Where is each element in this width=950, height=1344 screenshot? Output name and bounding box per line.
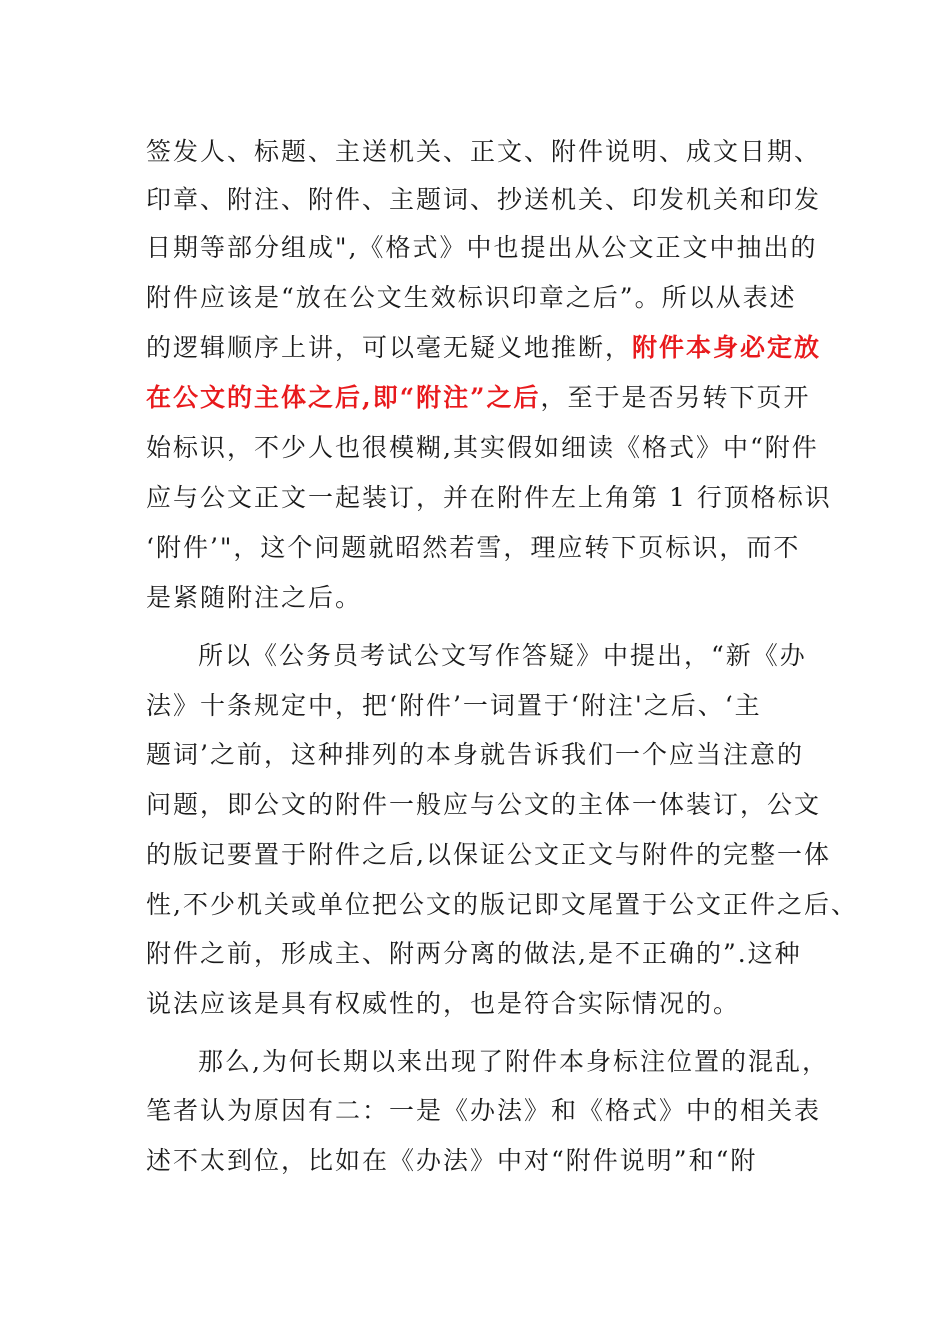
text-line [146,332,821,364]
text-line: 笔者认为原因有二：一是《办法》和《格式》中的相关表 [146,1096,822,1125]
text-line: 日期等部分组成",《格式》中也提出从公文正文中抽出的 [146,233,818,262]
text-run: ，至于是否另转下页开 [540,383,811,412]
text-line: 应与公文正文一起装订，并在附件左上角第 1 行顶格标识 [146,483,832,512]
highlighted-text: 在公文的主体之后,即“附注”之后 [146,383,541,412]
text-line: 性,不少机关或单位把公文的版记即文尾置于公文正件之后、 [146,890,858,919]
paragraph-first-line: 所以《公务员考试公文写作答疑》中提出，“新《办 [198,641,807,670]
text-run: 的逻辑顺序上讲，可以毫无疑义地推断， [146,333,633,362]
text-line: 问题，即公文的附件一般应与公文的主体一体装订，公文 [146,790,822,819]
text-line: 法》十条规定中，把‘附件’一词置于‘附注'之后、‘主 [146,691,762,720]
text-line: 是紧随附注之后。 [146,583,363,612]
text-line: 述不太到位，比如在《办法》中对“附件说明”和“附 [146,1146,758,1175]
text-line: 始标识，不少人也很模糊,其实假如细读《格式》中“附件 [146,433,819,462]
text-line: 印章、附注、附件、主题词、抄送机关、印发机关和印发 [146,185,822,214]
highlighted-text: 附件本身必定放 [632,333,822,362]
text-line: 的版记要置于附件之后,以保证公文正文与附件的完整一体 [146,840,831,869]
text-line [146,382,810,414]
text-line: 附件之前，形成主、附两分离的做法,是不正确的”.这种 [146,939,802,968]
text-line: 题词’之前，这种排列的本身就告诉我们一个应当注意的 [146,740,804,769]
text-line: ‘附件’"，这个问题就昭然若雪，理应转下页标识，而不 [146,533,801,562]
text-line: 签发人、标题、主送机关、正文、附件说明、成文日期、 [146,137,822,166]
text-line: 附件应该是“放在公文生效标识印章之后”。所以从表述 [146,283,797,312]
paragraph-first-line: 那么,为何长期以来出现了附件本身标注位置的混乱， [198,1047,829,1076]
text-line: 说法应该是具有权威性的，也是符合实际情况的。 [146,989,741,1018]
